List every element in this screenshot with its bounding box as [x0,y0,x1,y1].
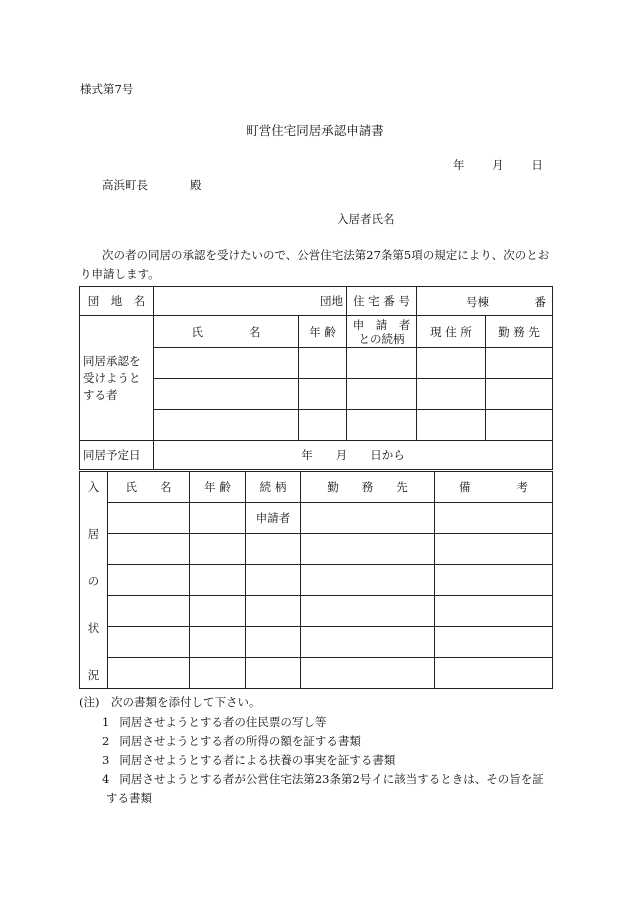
resident-remarks-cell[interactable] [435,627,553,658]
resident-age-cell[interactable] [190,627,246,658]
cohabitant-age-cell[interactable] [299,379,347,410]
resident-remarks-cell[interactable] [435,534,553,565]
resident-workplace-cell[interactable] [301,596,435,627]
header-relation: 続 柄 [246,472,301,503]
resident-workplace-cell[interactable] [301,627,435,658]
planned-date-field[interactable]: 年 月 日から [154,441,553,470]
date-line [453,157,543,173]
header-name: 氏 名 [108,472,190,503]
header-age: 年 齢 [190,472,246,503]
resident-remarks-cell[interactable] [435,503,553,534]
resident-relation-cell[interactable]: 申請者 [246,503,301,534]
note-item [102,713,326,731]
cohabitant-label-line: 受けようと [83,370,141,385]
note-item [102,732,361,750]
cohabitant-name-cell[interactable] [154,410,299,441]
note-item [102,751,395,769]
note-text: 同居させようとする者が公営住宅法第23条第2号イに該当するときは、その旨を証 [119,772,544,786]
resident-age-cell[interactable] [190,534,246,565]
cohabitant-workplace-cell[interactable] [486,348,553,379]
house-number-label: 住 宅 番 号 [347,287,417,316]
applicant-name-label: 入居者氏名 [337,212,395,226]
form-number: 様式第7号 [80,82,134,96]
cohabitant-relation-cell[interactable] [347,379,417,410]
cohabitant-workplace-cell[interactable] [486,410,553,441]
planned-date-label: 同居予定日 [80,441,154,470]
cohabitant-label-line: する者 [83,387,118,402]
resident-remarks-cell[interactable] [435,596,553,627]
room-suffix: 番 [534,295,546,309]
addressee [102,177,202,193]
header-relation [347,316,417,348]
cohabitant-age-cell[interactable] [299,348,347,379]
addressee-name: 高浜町長 [102,178,148,192]
resident-relation-cell[interactable] [246,627,301,658]
cohabitant-workplace-cell[interactable] [486,379,553,410]
intro-paragraph: 次の者の同居の承認を受けたいので、公営住宅法第27条第5項の規定により、次のとおり申請します。 [80,248,550,281]
house-number-field[interactable] [417,287,553,316]
header-relation-line2: との続柄 [358,331,405,346]
side-label-char: 入 [87,480,100,494]
note-text: 同居させようとする者の住民票の写し等 [119,715,327,729]
resident-relation-cell[interactable] [246,534,301,565]
date-year-label: 年 [453,158,465,172]
complex-name-label: 団 地 名 [80,287,154,316]
cohabitant-relation-cell[interactable] [347,410,417,441]
note-number: 3 [102,753,110,767]
resident-name-cell[interactable] [108,534,190,565]
cohabitant-name-cell[interactable] [154,379,299,410]
resident-workplace-cell[interactable] [301,534,435,565]
note-text: 同居させようとする者による扶養の事実を証する書類 [119,753,396,767]
resident-relation-cell[interactable] [246,565,301,596]
note-item [102,770,544,788]
cohabitant-name-cell[interactable] [154,348,299,379]
header-age: 年 齢 [299,316,347,348]
resident-age-cell[interactable] [190,565,246,596]
cohabitant-address-cell[interactable] [417,348,486,379]
resident-age-cell[interactable] [190,658,246,689]
note-number: 4 [102,772,110,786]
resident-workplace-cell[interactable] [301,503,435,534]
complex-name-field[interactable] [154,287,347,316]
resident-name-cell[interactable] [108,596,190,627]
note-item-continuation: する書類 [106,791,152,805]
cohabitant-address-cell[interactable] [417,410,486,441]
date-day-label: 日 [531,158,543,172]
document-title: 町営住宅同居承認申請書 [246,123,384,138]
cohabitant-label [80,316,154,441]
header-workplace: 勤 務 先 [301,472,435,503]
cohabitant-relation-cell[interactable] [347,348,417,379]
resident-age-cell[interactable] [190,596,246,627]
resident-name-cell[interactable] [108,503,190,534]
resident-remarks-cell[interactable] [435,565,553,596]
cohabitant-table [79,286,553,470]
side-label-char: 況 [87,668,100,682]
addressee-honorific: 殿 [190,178,202,192]
resident-remarks-cell[interactable] [435,658,553,689]
cohabitant-address-cell[interactable] [417,379,486,410]
resident-name-cell[interactable] [108,565,190,596]
header-relation-line1: 申 請 者 [352,317,411,332]
resident-workplace-cell[interactable] [301,658,435,689]
resident-name-cell[interactable] [108,627,190,658]
residence-status-label [80,472,108,689]
cohabitant-label-line: 同居承認を [83,353,141,368]
complex-suffix: 団地 [320,294,343,308]
resident-relation-cell[interactable] [246,596,301,627]
residence-status-table [79,471,553,689]
header-remarks: 備 考 [435,472,553,503]
note-number: 2 [102,734,110,748]
building-suffix: 号棟 [466,295,489,309]
side-label-char: 居 [87,527,100,541]
resident-name-cell[interactable] [108,658,190,689]
resident-workplace-cell[interactable] [301,565,435,596]
header-address: 現 住 所 [417,316,486,348]
note-number: 1 [102,715,110,729]
side-label-char: 状 [87,621,100,635]
note-text: 同居させようとする者の所得の額を証する書類 [119,734,361,748]
side-label-char: の [87,574,100,588]
cohabitant-age-cell[interactable] [299,410,347,441]
date-month-label: 月 [492,158,504,172]
notes-heading: (注) 次の書類を添付して下さい。 [79,695,261,709]
resident-age-cell[interactable] [190,503,246,534]
resident-relation-cell[interactable] [246,658,301,689]
header-name: 氏 名 [154,316,299,348]
header-workplace: 勤 務 先 [486,316,553,348]
